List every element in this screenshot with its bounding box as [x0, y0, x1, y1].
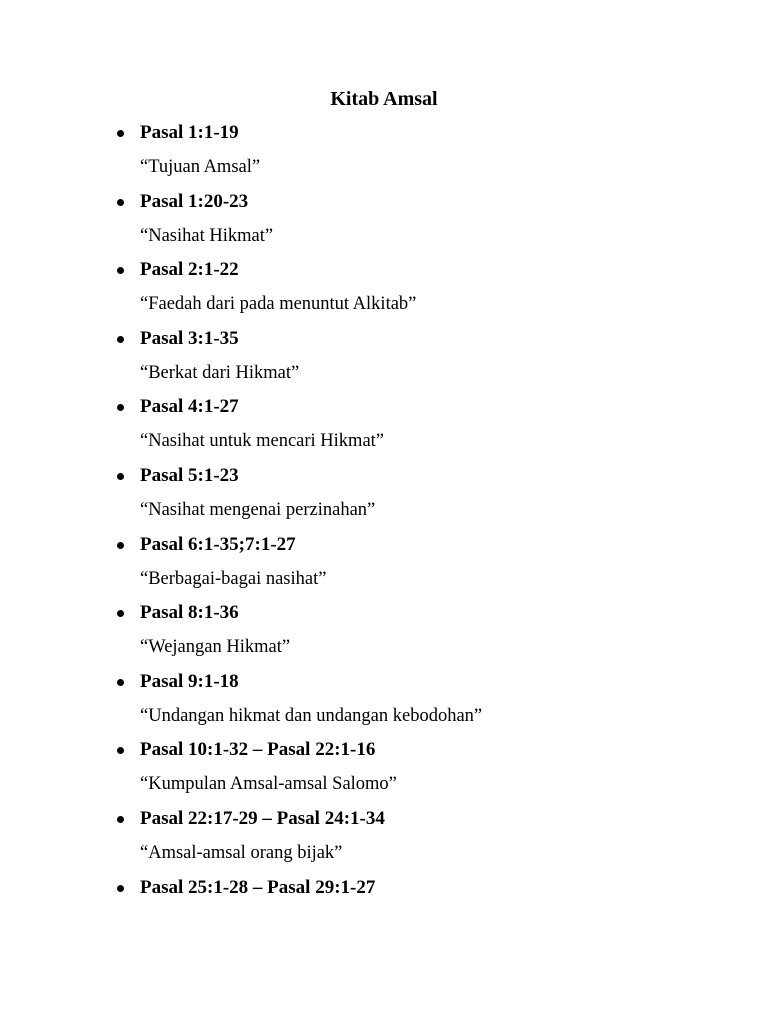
list-item — [0, 737, 768, 806]
chapter-subtitle: “Wejangan Hikmat” — [140, 637, 291, 658]
list-item — [0, 189, 768, 258]
bullet-icon — [117, 679, 124, 686]
chapter-subtitle: “Undangan hikmat dan undangan kebodohan” — [140, 705, 483, 726]
bullet-icon — [117, 610, 124, 617]
chapter-reference: Pasal 6:1-35;7:1-27 — [140, 533, 296, 555]
chapter-reference: Pasal 3:1-35 — [140, 327, 239, 349]
bullet-icon — [117, 885, 124, 892]
bullet-icon — [117, 542, 124, 549]
chapter-reference: Pasal 9:1-18 — [140, 670, 239, 692]
list-item — [0, 532, 768, 601]
bullet-icon — [117, 404, 124, 411]
chapter-reference: Pasal 5:1-23 — [140, 464, 239, 486]
chapter-reference: Pasal 25:1-28 – Pasal 29:1-27 — [140, 876, 376, 898]
chapter-subtitle: “Amsal-amsal orang bijak” — [140, 842, 343, 863]
bullet-icon — [117, 816, 124, 823]
list-item — [0, 257, 768, 326]
chapter-subtitle: “Tujuan Amsal” — [140, 157, 261, 177]
chapter-reference: Pasal 22:17-29 – Pasal 24:1-34 — [140, 807, 385, 829]
chapter-subtitle: “Nasihat mengenai perzinahan” — [140, 499, 376, 520]
chapter-reference: Pasal 2:1-22 — [140, 259, 239, 281]
list-item — [0, 120, 768, 189]
list-item — [0, 394, 768, 463]
chapter-subtitle: “Kumpulan Amsal-amsal Salomo” — [140, 774, 397, 795]
document-title: Kitab Amsal — [330, 88, 438, 110]
bullet-icon — [117, 130, 124, 137]
list-item — [0, 875, 768, 944]
chapter-subtitle: “Nasihat Hikmat” — [140, 225, 274, 246]
chapter-reference: Pasal 8:1-36 — [140, 602, 239, 624]
chapter-list — [0, 120, 768, 943]
chapter-reference: Pasal 4:1-27 — [140, 396, 239, 418]
chapter-reference: Pasal 1:20-23 — [140, 190, 249, 212]
chapter-reference: Pasal 1:1-19 — [140, 122, 239, 143]
bullet-icon — [117, 336, 124, 343]
list-item — [0, 600, 768, 669]
bullet-icon — [117, 747, 124, 754]
chapter-subtitle: “Berkat dari Hikmat” — [140, 362, 300, 383]
chapter-subtitle: “Nasihat untuk mencari Hikmat” — [140, 431, 385, 452]
bullet-icon — [117, 267, 124, 274]
bullet-icon — [117, 473, 124, 480]
list-item — [0, 669, 768, 738]
list-item — [0, 806, 768, 875]
list-item — [0, 326, 768, 395]
chapter-reference: Pasal 10:1-32 – Pasal 22:1-16 — [140, 739, 376, 761]
chapter-subtitle: “Berbagai-bagai nasihat” — [140, 568, 327, 589]
chapter-subtitle: “Faedah dari pada menuntut Alkitab” — [140, 294, 417, 315]
list-item — [0, 463, 768, 532]
bullet-icon — [117, 199, 124, 206]
